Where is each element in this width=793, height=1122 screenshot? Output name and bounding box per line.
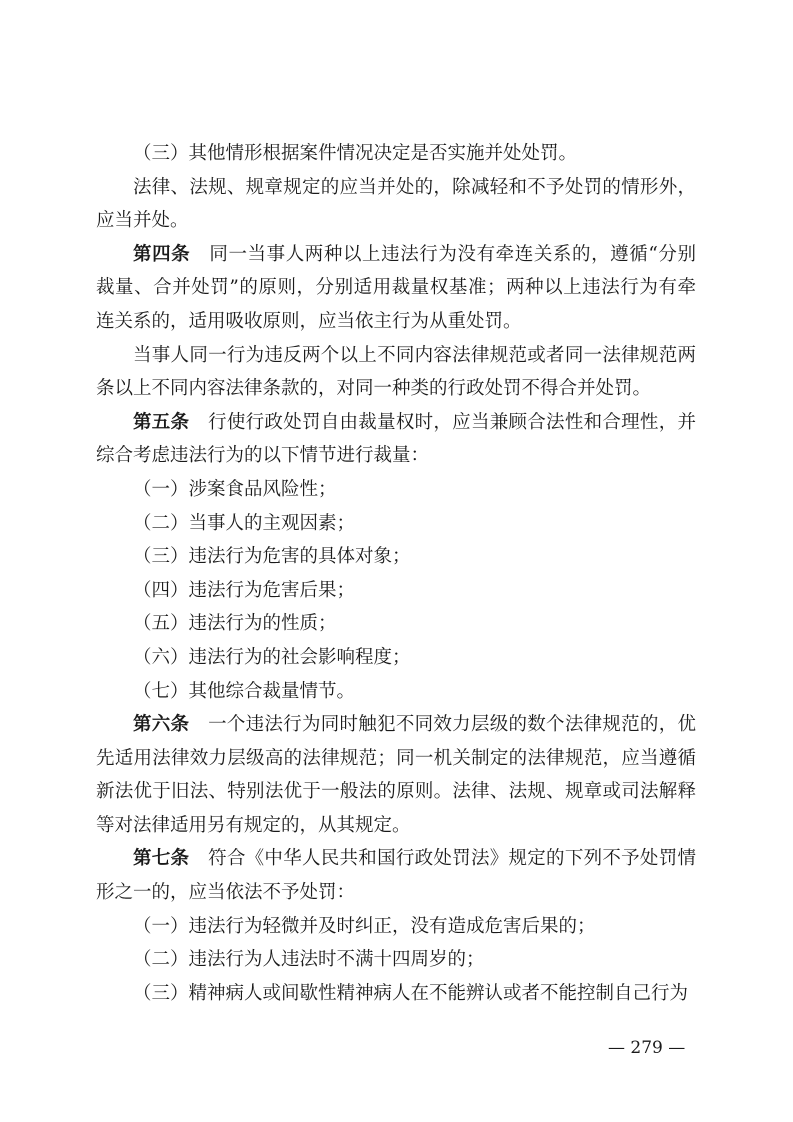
article-text: 行使行政处罚自由裁量权时，应当兼顾合法性和合理性，并综合考虑违法行为的以下情节进行裁量： bbox=[96, 411, 696, 467]
list-item: （二）当事人的主观因素； bbox=[133, 512, 356, 534]
article-paragraph bbox=[96, 842, 696, 909]
article-paragraph bbox=[96, 708, 696, 842]
list-item: （五）违法行为的性质； bbox=[133, 613, 337, 635]
paragraph: 法律、法规、规章规定的应当并处的，除减轻和不予处罚的情形外，应当并处。 bbox=[96, 176, 696, 232]
list-item: （二）违法行为人违法时不满十四周岁的； bbox=[133, 949, 485, 971]
list-item: （六）违法行为的社会影响程度； bbox=[133, 646, 411, 668]
list-item: （七）其他综合裁量情节。 bbox=[133, 680, 356, 702]
article-label: 第四条 bbox=[133, 243, 191, 265]
paragraph: 当事人同一行为违反两个以上不同内容法律规范或者同一法律规范两条以上不同内容法律条款的，对同一种类的行政处罚不得合并处罚。 bbox=[96, 344, 696, 400]
list-item: （三）其他情形根据案件情况决定是否实施并处处罚。 bbox=[133, 143, 578, 164]
article-text: 符合《中华人民共和国行政处罚法》规定的下列不予处罚情形之一的，应当依法不予处罚： bbox=[96, 848, 696, 904]
list-item: （三）精神病人或间歇性精神病人在不能辨认或者不能控制自己行为 bbox=[133, 982, 689, 1004]
article-label: 第五条 bbox=[133, 411, 190, 433]
article-paragraph bbox=[96, 238, 696, 339]
list-item: （四）违法行为危害后果； bbox=[133, 579, 356, 601]
document-page bbox=[96, 137, 696, 1010]
list-item: （一）违法行为轻微并及时纠正，没有造成危害后果的； bbox=[133, 915, 596, 937]
article-paragraph bbox=[96, 406, 696, 473]
article-text: 同一当事人两种以上违法行为没有牵连关系的，遵循“分别裁量、合并处罚”的原则，分别适用裁量权基准；两种以上违法行为有牵连关系的，适用吸收原则，应当依主行为从重处罚。 bbox=[96, 243, 696, 332]
article-label: 第七条 bbox=[133, 848, 190, 870]
article-text: 一个违法行为同时触犯不同效力层级的数个法律规范的，优先适用法律效力层级高的法律规范；同一机关制定的法律规范，应当遵循新法优于旧法、特别法优于一般法的原则。法律、法规、规章或司法解释等对法律适用另有规定的，从其规定。 bbox=[96, 714, 696, 836]
article-label: 第六条 bbox=[133, 714, 190, 736]
list-item: （三）违法行为危害的具体对象； bbox=[133, 546, 411, 568]
list-item: （一）涉案食品风险性； bbox=[133, 478, 337, 500]
page-number: — 279 — bbox=[608, 1038, 686, 1058]
